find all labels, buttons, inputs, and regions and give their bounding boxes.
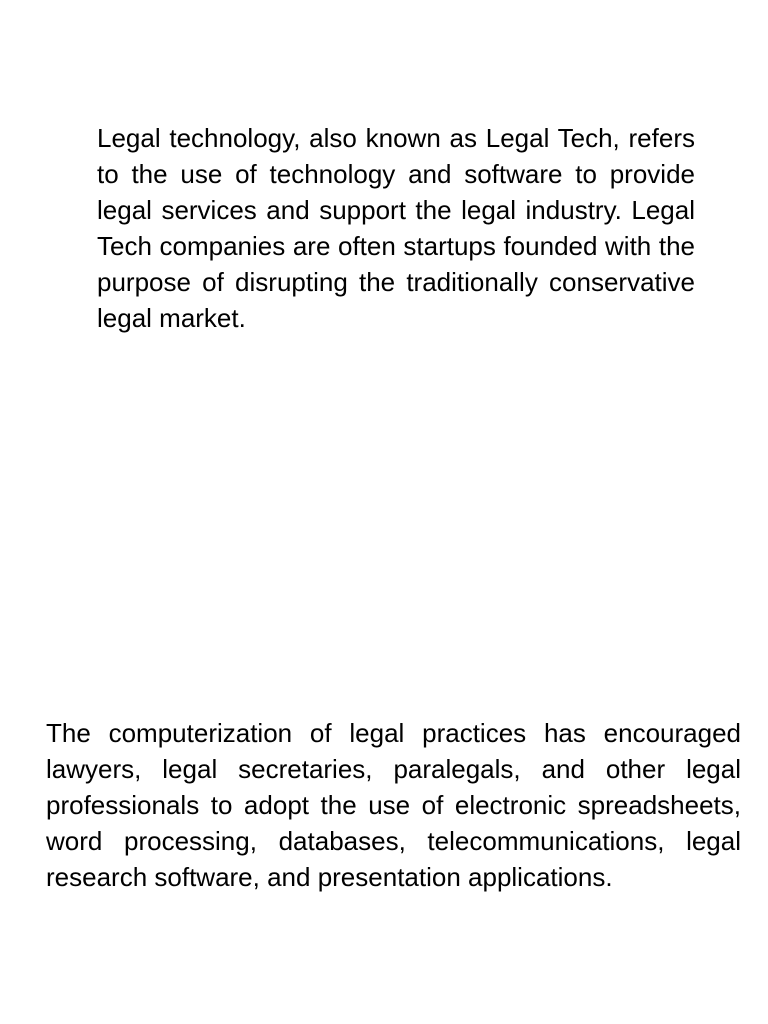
paragraph-legal-tech-definition: Legal technology, also known as Legal Tech, refers to the use of technology and software to provide legal services and support the legal industry. Legal Tech companies are often startups founded with the purpose of disrupting the traditionally conservative legal market.: [97, 123, 695, 333]
paragraph-computerization: The computerization of legal practices has encouraged lawyers, legal secretaries, paralegals, and other legal professionals to adopt the use of electronic spreadsheets, word processing, databases, telecommunications, legal research software, and presentation applications.: [46, 718, 741, 892]
